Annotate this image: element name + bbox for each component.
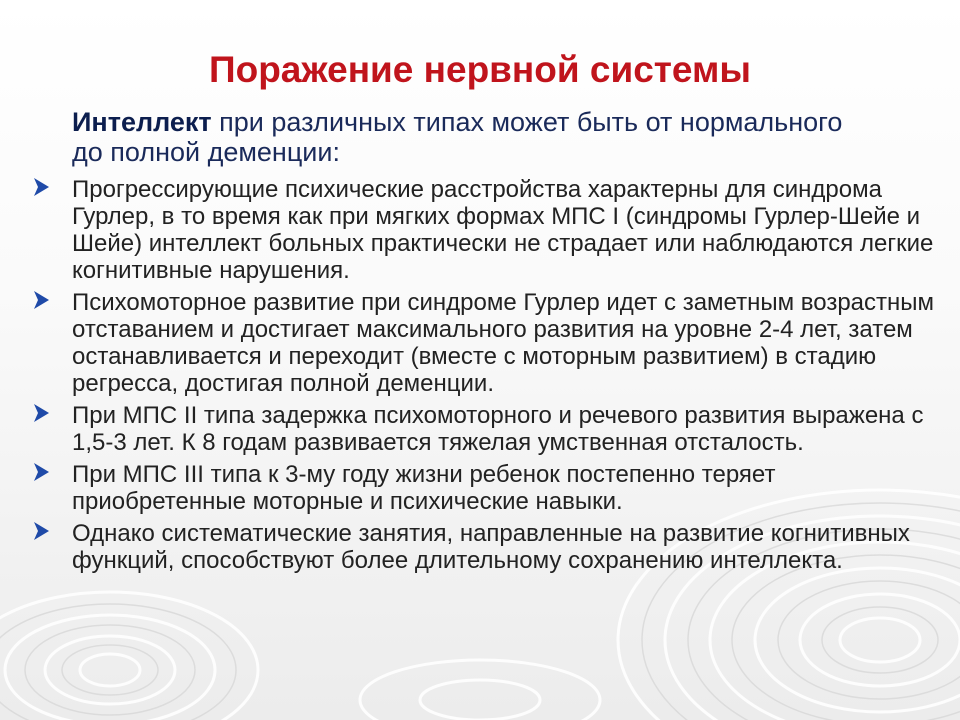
- list-item: [0, 289, 944, 397]
- arrowhead-bullet-icon: [33, 521, 51, 541]
- arrowhead-bullet-icon: [33, 177, 51, 197]
- list-item: [0, 402, 944, 456]
- bullet-text: Прогрессирующие психические расстройства характерны для синдрома Гурлер, в то время как при мягких формах МПС I (синдромы Гурлер-Шейе и Шейе) интеллект больных практически не страдает или наблюдаются легкие когнитивные нарушения.: [72, 176, 934, 284]
- bullet-text: При МПС II типа задержка психомоторного и речевого развития выражена с 1,5-3 лет. К 8 годам развивается тяжелая умственная отсталость.: [72, 402, 924, 456]
- bullet-text: При МПС III типа к 3-му году жизни ребенок постепенно теряет приобретенные моторные и психические навыки.: [72, 461, 776, 515]
- list-item: [0, 461, 944, 515]
- arrowhead-bullet-icon: [33, 403, 51, 423]
- intro-lead-word: Интеллект: [72, 107, 212, 137]
- bullet-text: Однако систематические занятия, направленные на развитие когнитивных функций, способствуют более длительному сохранению интеллекта.: [72, 520, 910, 574]
- bullet-list: [0, 176, 960, 579]
- intro-text: при различных типах может быть от нормального до полной деменции:: [72, 107, 843, 167]
- bullet-text: Психомоторное развитие при синдроме Гурлер идет с заметным возрастным отставанием и достигает максимального развития на уровне 2-4 лет, затем останавливается и переходит (вместе с моторным развитием) в стадию регресса, достигая полной деменции.: [72, 289, 935, 397]
- arrowhead-bullet-icon: [33, 462, 51, 482]
- intro-paragraph: [72, 107, 872, 167]
- list-item: [0, 176, 944, 284]
- list-item: [0, 520, 944, 574]
- arrowhead-bullet-icon: [33, 290, 51, 310]
- slide-title: Поражение нервной системы: [209, 49, 751, 90]
